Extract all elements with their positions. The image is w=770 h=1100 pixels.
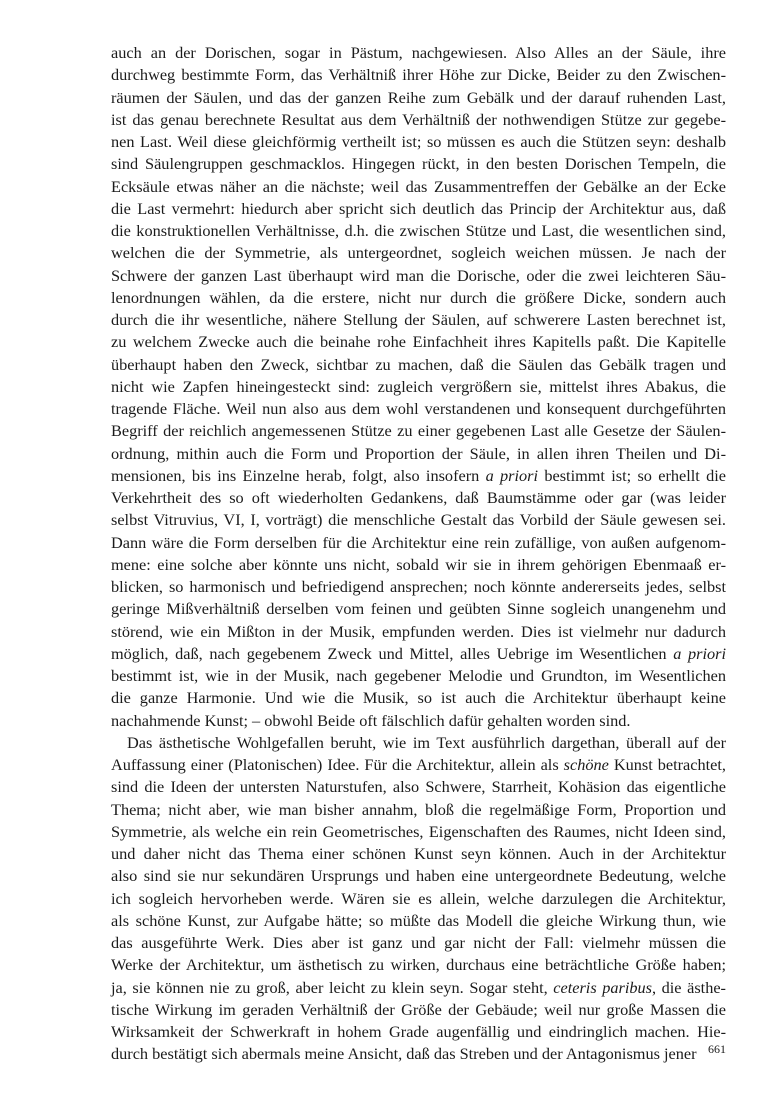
text-line: Auffassung einer (Platonischen) Idee. Für die Architektur, allein als schöne Kunst betrachtet, xyxy=(111,755,726,774)
text-line: räumen der Säulen, und das der ganzen Reihe zum Gebälk und der darauf ruhenden Last, xyxy=(111,87,726,107)
text-line: mensionen, bis ins Einzelne herab, folgt, also insofern a priori bestimmt ist; so erhellt die xyxy=(111,465,727,485)
text-line: tragende Fläche. Weil nun also aus dem wohl verstandenen und konsequent durchgeführten xyxy=(111,399,726,418)
text-line: mene: eine solche aber könnte uns nicht, sobald wir sie in ihrem gehörigen Ebenmaaß er- xyxy=(111,554,726,574)
text-line: Symmetrie, als welche ein rein Geometrisches, Eigenschaften des Raumes, nicht Ideen sind, xyxy=(111,821,726,841)
text-line: lenordnungen wählen, da die erstere, nicht nur durch die größere Dicke, sondern auch xyxy=(111,287,726,307)
text-line: tische Wirkung im geraden Verhältniß der Größe der Gebäude; weil nur große Massen die xyxy=(111,999,726,1019)
text-line: blicken, so harmonisch und befriedigend ansprechen; noch könnte andererseits jedes, selbst xyxy=(111,577,726,596)
text-line: durch die ihr wesentliche, nähere Stellung der Säulen, auf schwerere Lasten berechnet ist, xyxy=(111,310,726,329)
text-line: ja, sie können nie zu groß, aber leicht zu klein seyn. Sogar steht, ceteris paribus, die ästhe- xyxy=(111,977,726,997)
text-line: welchen die der Symmetrie, als untergeordnet, sogleich weichen müssen. Je nach der xyxy=(111,243,726,263)
text-line: Dann wäre die Form derselben für die Architektur eine rein zufällige, von außen aufgenom- xyxy=(111,532,726,552)
text-line: überhaupt haben den Zweck, sichtbar zu machen, daß die Säulen das Gebälk tragen und xyxy=(111,354,726,374)
text-line: Begriff der reichlich angemessenen Stütze zu einer gegebenen Last alle Gesetze der Säulen- xyxy=(111,421,726,441)
text-line: Schwere der ganzen Last überhaupt wird man die Dorische, oder die zwei leichteren Säu- xyxy=(111,265,726,285)
text-line: geringe Mißverhältniß derselben vom feinen und geübten Sinne sogleich unangenehm und xyxy=(111,599,726,619)
text-line: nicht wie Zapfen hineingesteckt sind: zugleich vergrößern sie, mittelst ihres Abakus, die xyxy=(111,376,726,396)
text-line: sind die Ideen der untersten Naturstufen, also Schwere, Starrheit, Kohäsion das eigentliche xyxy=(111,777,726,797)
text-line: Das ästhetische Wohlgefallen beruht, wie im Text ausführlich dargethan, überall auf der xyxy=(127,732,726,752)
emphasis-text: schöne xyxy=(563,755,609,774)
text-line: die ganze Harmonie. Und wie die Musik, so ist auch die Architektur überhaupt keine xyxy=(111,688,726,708)
emphasis-text: ceteris paribus xyxy=(553,977,652,997)
paragraph xyxy=(111,732,726,1066)
page-number: 661 xyxy=(708,1042,726,1056)
text-line: ordnung, mithin auch die Form und Proportion der Säule, in allen ihren Theilen und Di- xyxy=(111,443,726,463)
text-line: als schöne Kunst, zur Aufgabe hätte; so müßte das Modell die gleiche Wirkung thun, wie xyxy=(111,910,726,930)
emphasis-text: a priori xyxy=(673,643,726,663)
text-line: ist das genau berechnete Resultat aus dem Verhältniß der nothwendigen Stütze zur gegebe- xyxy=(111,109,726,129)
text-line: Werke der Architektur, um ästhetisch zu wirken, durchaus eine beträchtliche Größe haben; xyxy=(111,955,726,975)
text-line: Ecksäule etwas näher an die nächste; weil das Zusammentreffen der Gebälke an der Ecke xyxy=(111,176,726,196)
text-line: die Last vermehrt: hiedurch aber spricht sich deutlich das Princip der Architektur aus, daß xyxy=(111,198,726,218)
text-line: die konstruktionellen Verhältnisse, d.h. die zwischen Stütze und Last, die wesentlichen sind, xyxy=(111,221,726,240)
text-line: auch an der Dorischen, sogar in Pästum, nachgewiesen. Also Alles an der Säule, ihre xyxy=(111,43,726,62)
text-line: durch bestätigt sich abermals meine Ansicht, daß das Streben und der Antagonismus jener xyxy=(111,1044,697,1064)
text-line: also sind sie nur sekundären Ursprungs und haben eine untergeordnete Bedeutung, welche xyxy=(111,866,726,886)
text-line: nachahmende Kunst; – obwohl Beide oft fälschlich dafür gehalten worden sind. xyxy=(111,710,631,730)
body-text xyxy=(111,42,726,1066)
text-line: Wirksamkeit der Schwerkraft in hohem Grade augenfällig und eindringlich machen. Hie- xyxy=(111,1022,726,1041)
text-line: und daher nicht das Thema einer schönen Kunst seyn können. Auch in der Architektur xyxy=(111,844,726,863)
text-line: selbst Vitruvius, VI, I, vorträgt) die menschliche Gestalt das Vorbild der Säule gewesen sei. xyxy=(111,510,726,530)
text-line: ich sogleich hervorheben werde. Wären sie es allein, welche darzulegen die Architektur, xyxy=(111,888,726,908)
emphasis-text: a priori xyxy=(485,465,539,485)
text-line: bestimmt ist, wie in der Musik, nach gegebener Melodie und Grundton, im Wesentlichen xyxy=(111,666,726,685)
text-line: Verkehrtheit des so oft wiederholten Gedankens, daß Baumstämme oder gar (was leider xyxy=(111,488,726,507)
paragraph xyxy=(111,42,726,732)
text-line: zu welchem Zwecke auch die beinahe rohe Einfachheit ihres Kapitells paßt. Die Kapitelle xyxy=(111,332,726,352)
text-line: sind Säulengruppen geschmacklos. Hingegen rückt, in den besten Dorischen Tempeln, die xyxy=(111,154,726,174)
text-line: das ausgeführte Werk. Dies aber ist ganz und gar nicht der Fall: vielmehr müssen die xyxy=(111,933,726,952)
text-line: nen Last. Weil diese gleichförmig vertheilt ist; so müssen es auch die Stützen seyn: deshalb xyxy=(111,132,726,151)
text-line: störend, wie ein Mißton in der Musik, empfunden werden. Dies ist vielmehr nur dadurch xyxy=(111,621,726,641)
text-line: möglich, daß, nach gegebenem Zweck und Mittel, alles Uebrige im Wesentlichen a priori xyxy=(111,643,726,663)
text-line: Thema; nicht aber, wie man bisher annahm, bloß die regelmäßige Form, Proportion und xyxy=(111,799,726,819)
text-line: durchweg bestimmte Form, das Verhältniß ihrer Höhe zur Dicke, Beider zu den Zwischen- xyxy=(111,65,726,85)
